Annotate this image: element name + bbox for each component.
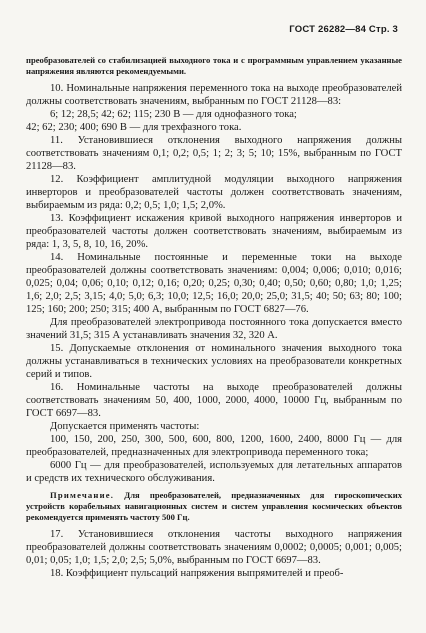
paragraph-17: 17. Установившиеся отклонения частоты выходного напряжения преобразователей должны соответствовать значениям 0,0002; 0,0005; 0,001; 0,005; 0,01; 0,05; 1,0; 1,5; 2,0; 2,5; 5,0%, выбранным по ГОСТ 6697—83. [26,529,402,566]
paragraph-16-aircraft: 6000 Гц — для преобразователей, используемых для летательных аппаратов и средств их технического обслуживания. [26,460,402,484]
paragraph-10-single-phase: 6; 12; 28,5; 42; 62; 115; 230 В — для однофазного тока; [50,109,297,120]
paragraph-11: 11. Установившиеся отклонения выходного напряжения должны соответствовать значениям 0,1; 0,2; 0,5; 1; 2; 3; 5; 10; 15%, выбранным по ГОСТ 21128—83. [26,135,402,172]
note-label: Примечание. [50,490,115,500]
paragraph-15: 15. Допускаемые отклонения от номинального значения выходного тока должны устанавливаться в технических условиях на преобразователи конкретных серий и типов. [26,343,402,380]
paragraph-14-dc-drive: Для преобразователей электропривода постоянного тока допускается вместо значений 31,5; 315 А устанавливать значения 32, 320 А. [26,317,402,341]
paragraph-12: 12. Коэффициент амплитудной модуляции выходного напряжения инверторов и преобразователей частоты должен соответствовать значениям, выбираемым из ряда: 0,2; 0,5; 1,0; 1,5; 2,0%. [26,174,402,211]
paragraph-18: 18. Коэффициент пульсаций напряжения выпрямителей и преоб- [50,568,344,579]
paragraph-16: 16. Номинальные частоты на выходе преобразователей должны соответствовать значениям 50, 400, 1000, 2000, 4000, 10000 Гц, выбранным по ГОСТ 6697—83. [26,382,402,419]
paragraph-16-allowed: Допускается применять частоты: [50,421,200,432]
page-header: ГОСТ 26282—84 Стр. 3 [289,24,398,35]
paragraph-13: 13. Коэффициент искажения кривой выходного напряжения инверторов и преобразователей частоты должен соответствовать значениям, выбираемым из ряда: 1, 3, 5, 8, 10, 16, 20%. [26,213,402,250]
note [26,490,402,523]
note-text: Для преобразователей, предназначенных для гироскопических устройств корабельных навигационных систем и систем управления космических объектов рекомендуется применять частоту 500 Гц. [26,490,402,522]
paragraph-16-ac-drive: 100, 150, 200, 250, 300, 500, 600, 800, 1200, 1600, 2400, 8000 Гц — для преобразователей, предназначенных для электропривода переменного тока; [26,434,402,458]
document-body [26,55,402,580]
paragraph-continuation: преобразователей со стабилизацией выходного тока и с программным управлением указанные напряжения являются рекомендуемыми. [26,55,402,76]
paragraph-10: 10. Номинальные напряжения переменного тока на выходе преобразователей должны соответствовать значениям, выбранным по ГОСТ 21128—83: [26,83,402,107]
paragraph-14: 14. Номинальные постоянные и переменные токи на выходе преобразователей должны соответствовать значениям: 0,004; 0,006; 0,010; 0,016; 0,025; 0,04; 0,06; 0,10; 0,12; 0,16; 0,20; 0,25; 0,30; 0,40; 0,50; 0,60; 0,80; 1,0; 1,25; 1,6; 2,0; 2,5; 3,15; 4,0; 5,0; 6,3; 10,0; 12,5; 16,0; 20,0; 25,0; 31,5; 40; 50; 63; 80; 100; 125; 160; 200; 250; 315; 400 А, выбранным по ГОСТ 6827—76. [26,252,402,315]
paragraph-10-three-phase: 42; 62; 230; 400; 690 В — для трехфазного тока. [26,122,242,133]
